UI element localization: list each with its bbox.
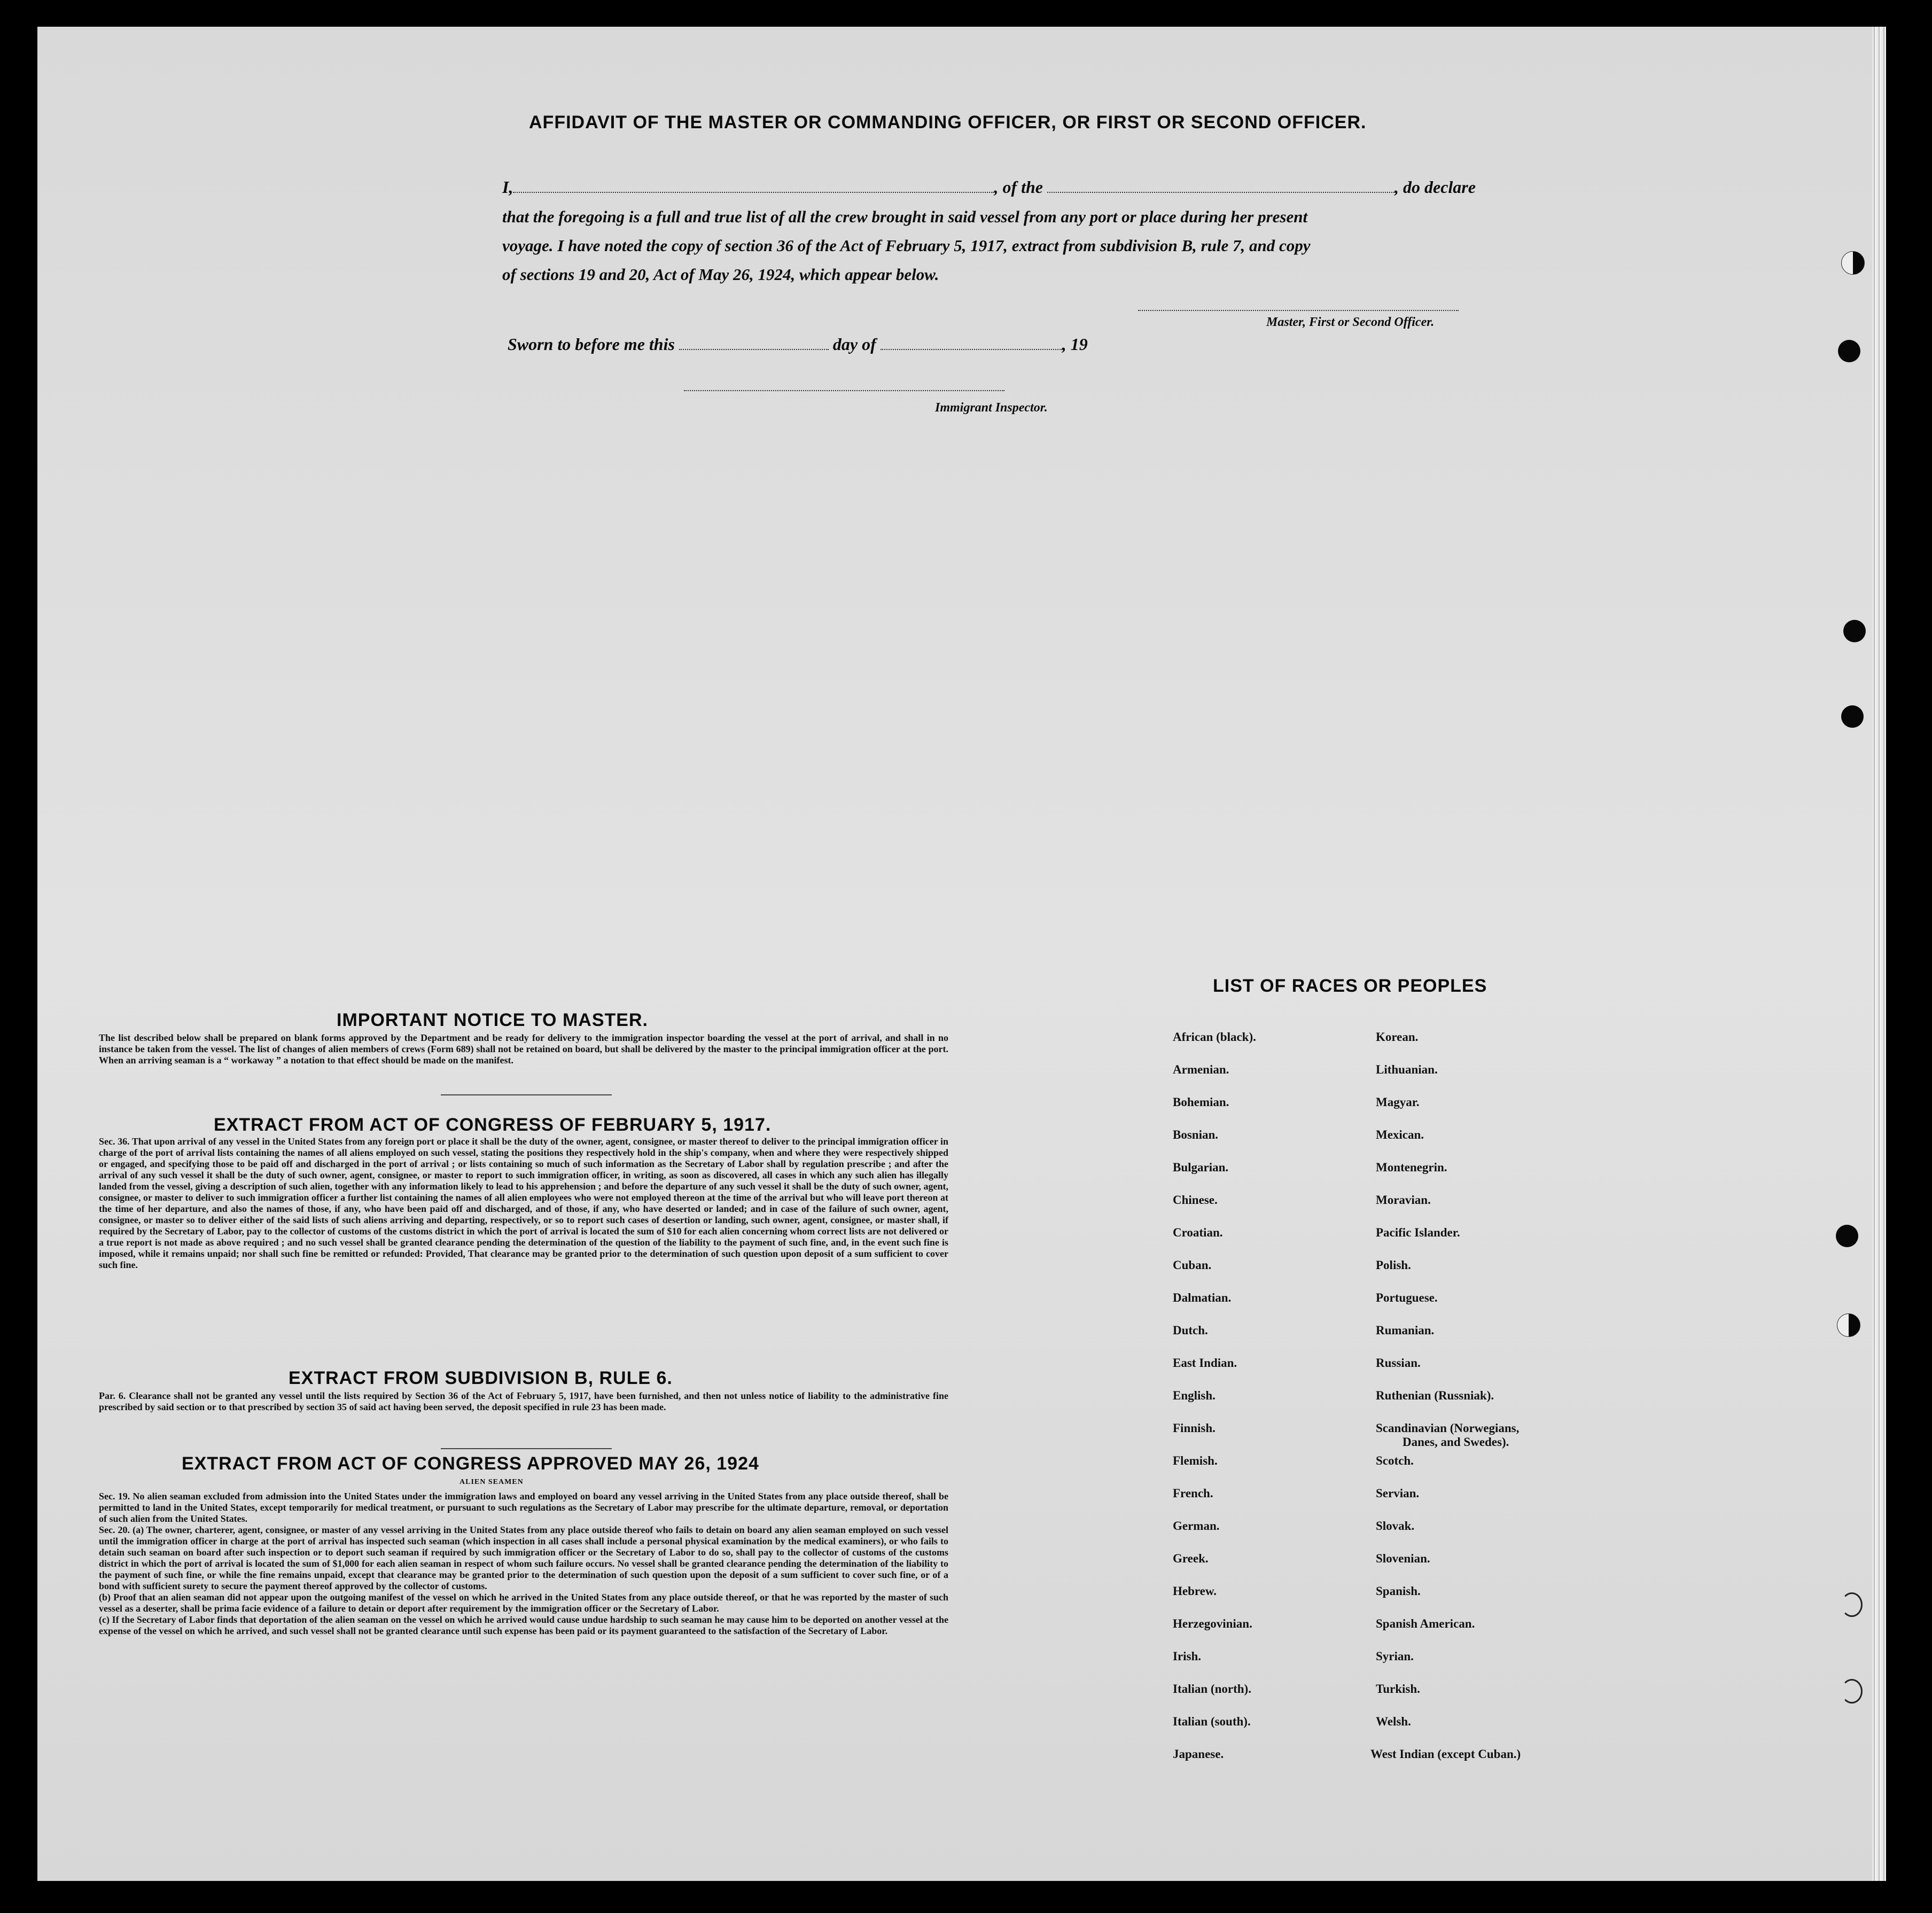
race-item: German. xyxy=(1173,1519,1220,1533)
race-item: Italian (north). xyxy=(1173,1682,1251,1696)
race-item: Korean. xyxy=(1376,1030,1419,1044)
inspector-label: Immigrant Inspector. xyxy=(935,401,1048,415)
binder-hole xyxy=(1837,1313,1860,1337)
race-item: African (black). xyxy=(1173,1030,1256,1044)
race-item: Montenegrin. xyxy=(1376,1161,1447,1174)
binder-hole xyxy=(1836,1225,1858,1247)
race-item: Chinese. xyxy=(1173,1193,1218,1207)
vessel-name-field[interactable] xyxy=(1047,192,1395,193)
race-item: Cuban. xyxy=(1173,1258,1212,1272)
sworn-month-field[interactable] xyxy=(881,349,1062,350)
race-item: Pacific Islander. xyxy=(1376,1226,1460,1239)
binder-hole xyxy=(1841,1679,1863,1704)
sec-20a: Sec. 20. (a) The owner, charterer, agent, consignee, or master of any vessel arriving in the United States from any place outside thereof who fails to detain on board any alien seaman employed on such vessel until the immigration officer in charge at the port of arrival has inspected such seaman (which inspection in all cases shall include a personal physical examination by the medical examiners), or who fails to detain such seaman on board after such inspection or to deport such seaman if required by such immigration officer or the Secretary of Labor to do so, shall pay to the collector of customs of the customs district in which the port of arrival is located the sum of $1,000 for each alien seaman in respect of whom such failure occurs. No vessel shall be granted clearance pending the determination of the liability to the payment of such fine, or while the fine remains unpaid, except that clearance may be granted prior to the determination of such question upon the deposit of a sum sufficient to cover such fine, or of a bond with sufficient surety to secure the payment thereof approved by the collector of customs. xyxy=(99,1525,948,1591)
binder-hole xyxy=(1841,705,1864,728)
subdivision-b-title: EXTRACT FROM SUBDIVISION B, RULE 6. xyxy=(289,1368,673,1388)
race-item: East Indian. xyxy=(1173,1356,1237,1370)
sec-19: Sec. 19. No alien seaman excluded from admission into the United States under the immigration laws and employed on board any vessel arriving in the United States from any place outside thereof, shall be permitted to land in the United States, except temporarily for medical treatment, or pursuant to such regulations as the Secretary of Labor may prescribe for the ultimate departure, removal, or deportation of such alien from the United States. xyxy=(99,1491,948,1524)
affidavit-title: AFFIDAVIT OF THE MASTER OR COMMANDING OFFICER, OR FIRST OR SECOND OFFICER. xyxy=(529,112,1367,133)
race-item: Bulgarian. xyxy=(1173,1161,1229,1174)
affidavit-of-the: , of the xyxy=(994,177,1043,197)
extract-1924-title: EXTRACT FROM ACT OF CONGRESS APPROVED MAY 26, 1924 xyxy=(182,1453,759,1474)
sworn-line xyxy=(508,335,1088,354)
race-item: Spanish American. xyxy=(1376,1617,1475,1630)
race-item: Spanish. xyxy=(1376,1584,1421,1598)
race-item: Greek. xyxy=(1173,1552,1209,1565)
subdivision-b-body: Par. 6. Clearance shall not be granted any vessel until the lists required by Section 36 of the Act of February 5, 1917, have been furnished, and then not unless notice of liability to the administrative fine prescribed by said section or to that prescribed by section 35 of said act having been served, the deposit specified in rule 23 has been made. xyxy=(99,1390,948,1412)
race-item: Syrian. xyxy=(1376,1650,1414,1663)
race-item: Turkish. xyxy=(1376,1682,1420,1696)
notice-title: IMPORTANT NOTICE TO MASTER. xyxy=(337,1010,648,1030)
inspector-signature-line[interactable] xyxy=(684,390,1004,391)
race-item: Ruthenian (Russniak). xyxy=(1376,1389,1494,1402)
extract-1924-body xyxy=(99,1491,948,1637)
divider xyxy=(441,1448,612,1449)
race-item: Italian (south). xyxy=(1173,1715,1251,1728)
race-item: Slovak. xyxy=(1376,1519,1415,1533)
binder-hole xyxy=(1838,340,1860,362)
race-item: Magyar. xyxy=(1376,1095,1420,1109)
document-page xyxy=(37,27,1886,1881)
race-item: Finnish. xyxy=(1173,1421,1216,1435)
extract-1924-subtitle: ALIEN SEAMEN xyxy=(459,1478,524,1486)
race-item: Bohemian. xyxy=(1173,1095,1229,1109)
race-item: Scandinavian (Norwegians, xyxy=(1376,1421,1520,1435)
affidavit-line-2: that the foregoing is a full and true list of all the crew brought in said vessel from any port or place during her present xyxy=(502,207,1308,226)
race-item: Bosnian. xyxy=(1173,1128,1219,1141)
sworn-prefix: Sworn to before me this xyxy=(508,335,675,354)
race-item: Dalmatian. xyxy=(1173,1291,1232,1304)
race-item: Herzegovinian. xyxy=(1173,1617,1252,1630)
race-item: Croatian. xyxy=(1173,1226,1223,1239)
sworn-day-field[interactable] xyxy=(679,349,829,350)
extract-1917-title: EXTRACT FROM ACT OF CONGRESS OF FEBRUARY 5, 1917. xyxy=(214,1115,772,1135)
affidavit-declare: , do declare xyxy=(1395,177,1476,197)
race-item: Lithuanian. xyxy=(1376,1063,1438,1076)
notice-body: The list described below shall be prepared on blank forms approved by the Department and be ready for delivery to the immigration inspector boarding the vessel at the port of arrival, and shall in no instance be taken from the vessel. The list of changes of alien members of crews (Form 689) shall not be retained on board, but shall be delivered by the master to the principal immigration officer at the port. When an arriving seaman is a “ workaway ” a notation to that effect should be made on the manifest. xyxy=(99,1032,948,1066)
affidavit-i: I, xyxy=(502,177,513,197)
race-item: Rumanian. xyxy=(1376,1324,1435,1337)
race-item: Mexican. xyxy=(1376,1128,1424,1141)
race-item: Armenian. xyxy=(1173,1063,1229,1076)
race-item: Portuguese. xyxy=(1376,1291,1438,1304)
sworn-day-of: day of xyxy=(832,335,876,354)
binder-hole xyxy=(1843,620,1866,642)
race-item: Moravian. xyxy=(1376,1193,1431,1207)
master-name-field[interactable] xyxy=(513,192,994,193)
race-item: West Indian (except Cuban.) xyxy=(1370,1747,1521,1761)
race-item: Welsh. xyxy=(1376,1715,1411,1728)
sec-20c: (c) If the Secretary of Labor finds that deportation of the alien seaman on the vessel on which he arrived would cause undue hardship to such seaman he may cause him to be deported on another vessel at the expense of the vessel on which he arrived, and such vessel shall not be granted clearance until such expense has been paid or its payment guaranteed to the satisfaction of the Secretary of Labor. xyxy=(99,1614,948,1636)
race-item: Dutch. xyxy=(1173,1324,1208,1337)
binder-hole xyxy=(1841,1592,1863,1617)
race-item: Scotch. xyxy=(1376,1454,1414,1467)
master-signature-line[interactable] xyxy=(1138,310,1459,311)
race-item: Flemish. xyxy=(1173,1454,1218,1467)
race-item: Japanese. xyxy=(1173,1747,1224,1761)
race-item: English. xyxy=(1173,1389,1216,1402)
affidavit-line-1 xyxy=(502,177,1476,197)
divider xyxy=(441,1094,612,1095)
race-item: Russian. xyxy=(1376,1356,1421,1370)
sworn-year: , 19 xyxy=(1062,335,1088,354)
race-item: Polish. xyxy=(1376,1258,1411,1272)
race-item: Slovenian. xyxy=(1376,1552,1430,1565)
race-item: Hebrew. xyxy=(1173,1584,1217,1598)
race-item: Irish. xyxy=(1173,1650,1202,1663)
page-edge xyxy=(1872,27,1886,1881)
race-item: French. xyxy=(1173,1487,1213,1500)
master-signature-label: Master, First or Second Officer. xyxy=(1266,315,1435,329)
affidavit-line-4: of sections 19 and 20, Act of May 26, 1924, which appear below. xyxy=(502,265,939,284)
sec-20b: (b) Proof that an alien seaman did not appear upon the outgoing manifest of the vessel on which he arrived in the United States from any place outside thereof, or that he was reported by the master of such vessel as a deserter, shall be prima facie evidence of a failure to detain or deport after requirement by the immigration officer or the Secretary of Labor. xyxy=(99,1592,948,1614)
binder-hole xyxy=(1841,251,1865,275)
affidavit-line-3: voyage. I have noted the copy of section 36 of the Act of February 5, 1917, extract from subdivision B, rule 7, and copy xyxy=(502,236,1311,255)
race-item: Danes, and Swedes). xyxy=(1403,1435,1509,1449)
extract-1917-body: Sec. 36. That upon arrival of any vessel in the United States from any foreign port or place it shall be the duty of the owner, agent, consignee, or master thereof to deliver to the principal immigration officer in charge of the port of arrival lists containing the names of all aliens employed on such vessel, stating the positions they respectively hold in the ship's company, when and where they were respectively shipped or engaged, and specifying those to be paid off and discharged in the port of arrival ; or lists containing so much of such information as the Secretary of Labor shall by regulation prescribe ; and after the arrival of any such vessel it shall be the duty of such owner, agent, consignee, or master to report to such immigration officer, in writing, as soon as discovered, all cases in which any such alien has illegally landed from the vessel, giving a description of such alien, together with any information likely to lead to his apprehension ; and before the departure of any such vessel it shall be the duty of such owner, agent, consignee, or master to deliver to such immigration officer a further list containing the names of all alien employees who were not employed thereon at the time of the arrival but who will leave port thereon at the time of her departure, and also the names of those, if any, who have been paid off and discharged, and of those, if any, who have deserted or landed; and in case of the failure of such owner, agent, consignee, or master so to deliver either of the said lists of such aliens arriving and departing, respectively, or so to report such cases of desertion or landing, such owner, agent, consignee, or master shall, if required by the Secretary of Labor, pay to the collector of customs of the customs district in which the port of arrival is located the sum of $10 for each alien concerning whom correct lists are not delivered or a true report is not made as above required ; and no such vessel shall be granted clearance pending the determination of the question of the liability to the payment of such fine, and, in the event such fine is imposed, while it remains unpaid; nor shall such fine be remitted or refunded: Provided, That clearance may be granted prior to the determination of such question upon deposit of a sum sufficient to cover such fine. xyxy=(99,1136,948,1270)
race-item: Servian. xyxy=(1376,1487,1420,1500)
races-title: LIST OF RACES OR PEOPLES xyxy=(1213,976,1487,996)
